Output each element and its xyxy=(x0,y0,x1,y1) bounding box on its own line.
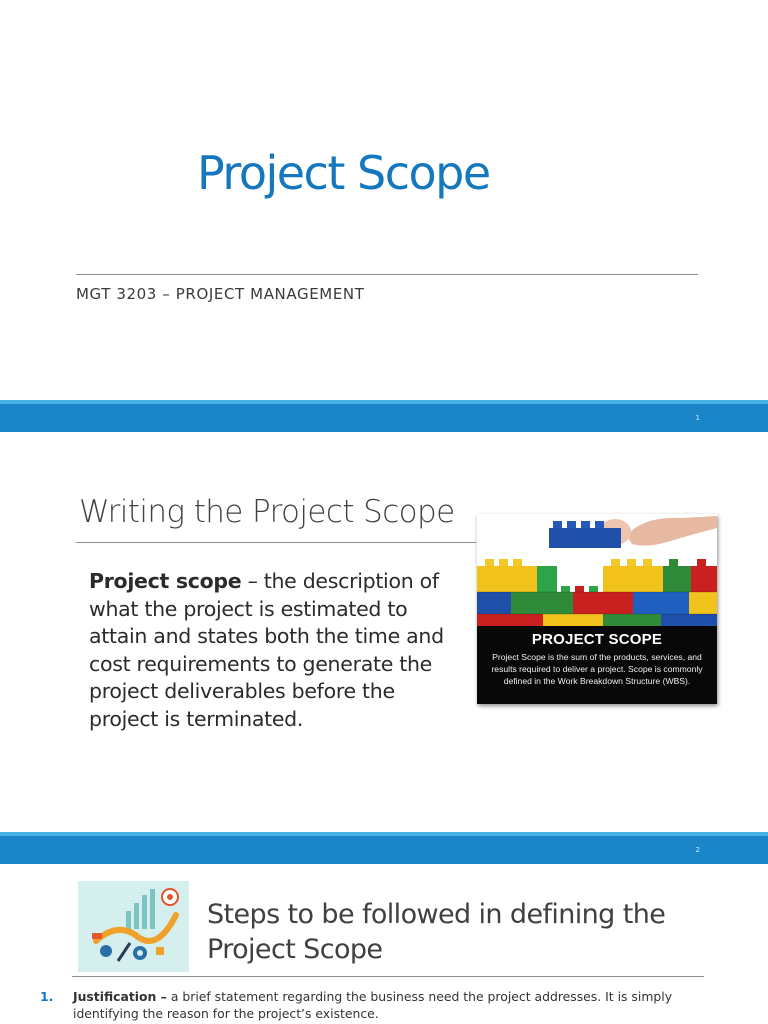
slide-1-subtitle: MGT 3203 – PROJECT MANAGEMENT xyxy=(76,285,365,303)
page-number-1: 1 xyxy=(695,414,700,422)
list-item-term: Justification – xyxy=(73,989,167,1004)
project-scope-image xyxy=(477,514,717,704)
slide-1-title: Project Scope xyxy=(197,146,490,200)
page-number-2: 2 xyxy=(695,846,700,854)
slide-2-footer-band xyxy=(0,832,768,864)
slide-1 xyxy=(0,0,768,400)
growth-chart-illustration xyxy=(78,881,189,972)
slide-1-divider xyxy=(76,274,698,275)
slide-2-divider xyxy=(76,542,476,543)
list-item-text xyxy=(73,988,720,1022)
project-scope-caption-text: Project Scope is the sum of the products, services, and results required to deliver a project. Scope is commonly defined in the Work Breakdown Structure (WBS). xyxy=(491,652,703,686)
slide-2-body xyxy=(89,568,461,733)
list-item-description: a brief statement regarding the business need the project addresses. It is simply identifying the reason for the project’s existence. xyxy=(73,989,673,1021)
slide-1-footer-band xyxy=(0,400,768,432)
band-highlight xyxy=(0,400,768,404)
project-scope-caption-heading: PROJECT SCOPE xyxy=(531,631,663,648)
slide-2-title: Writing the Project Scope xyxy=(79,494,455,530)
lego-bricks-illustration xyxy=(477,514,717,626)
band-highlight xyxy=(0,832,768,836)
steps-illustration-thumbnail xyxy=(78,881,189,972)
slide-2-definition: – the description of what the project is estimated to attain and states both the time and cost requirements to generate the project deliverables before the project is terminated. xyxy=(89,569,444,731)
list-item xyxy=(40,988,720,1022)
project-scope-caption-box xyxy=(477,626,717,704)
list-item-number: 1. xyxy=(40,989,54,1004)
slide-2-term: Project scope xyxy=(89,569,242,593)
slide-3-title: Steps to be followed in defining the Project Scope xyxy=(207,899,666,965)
slide-3-divider xyxy=(72,976,704,977)
